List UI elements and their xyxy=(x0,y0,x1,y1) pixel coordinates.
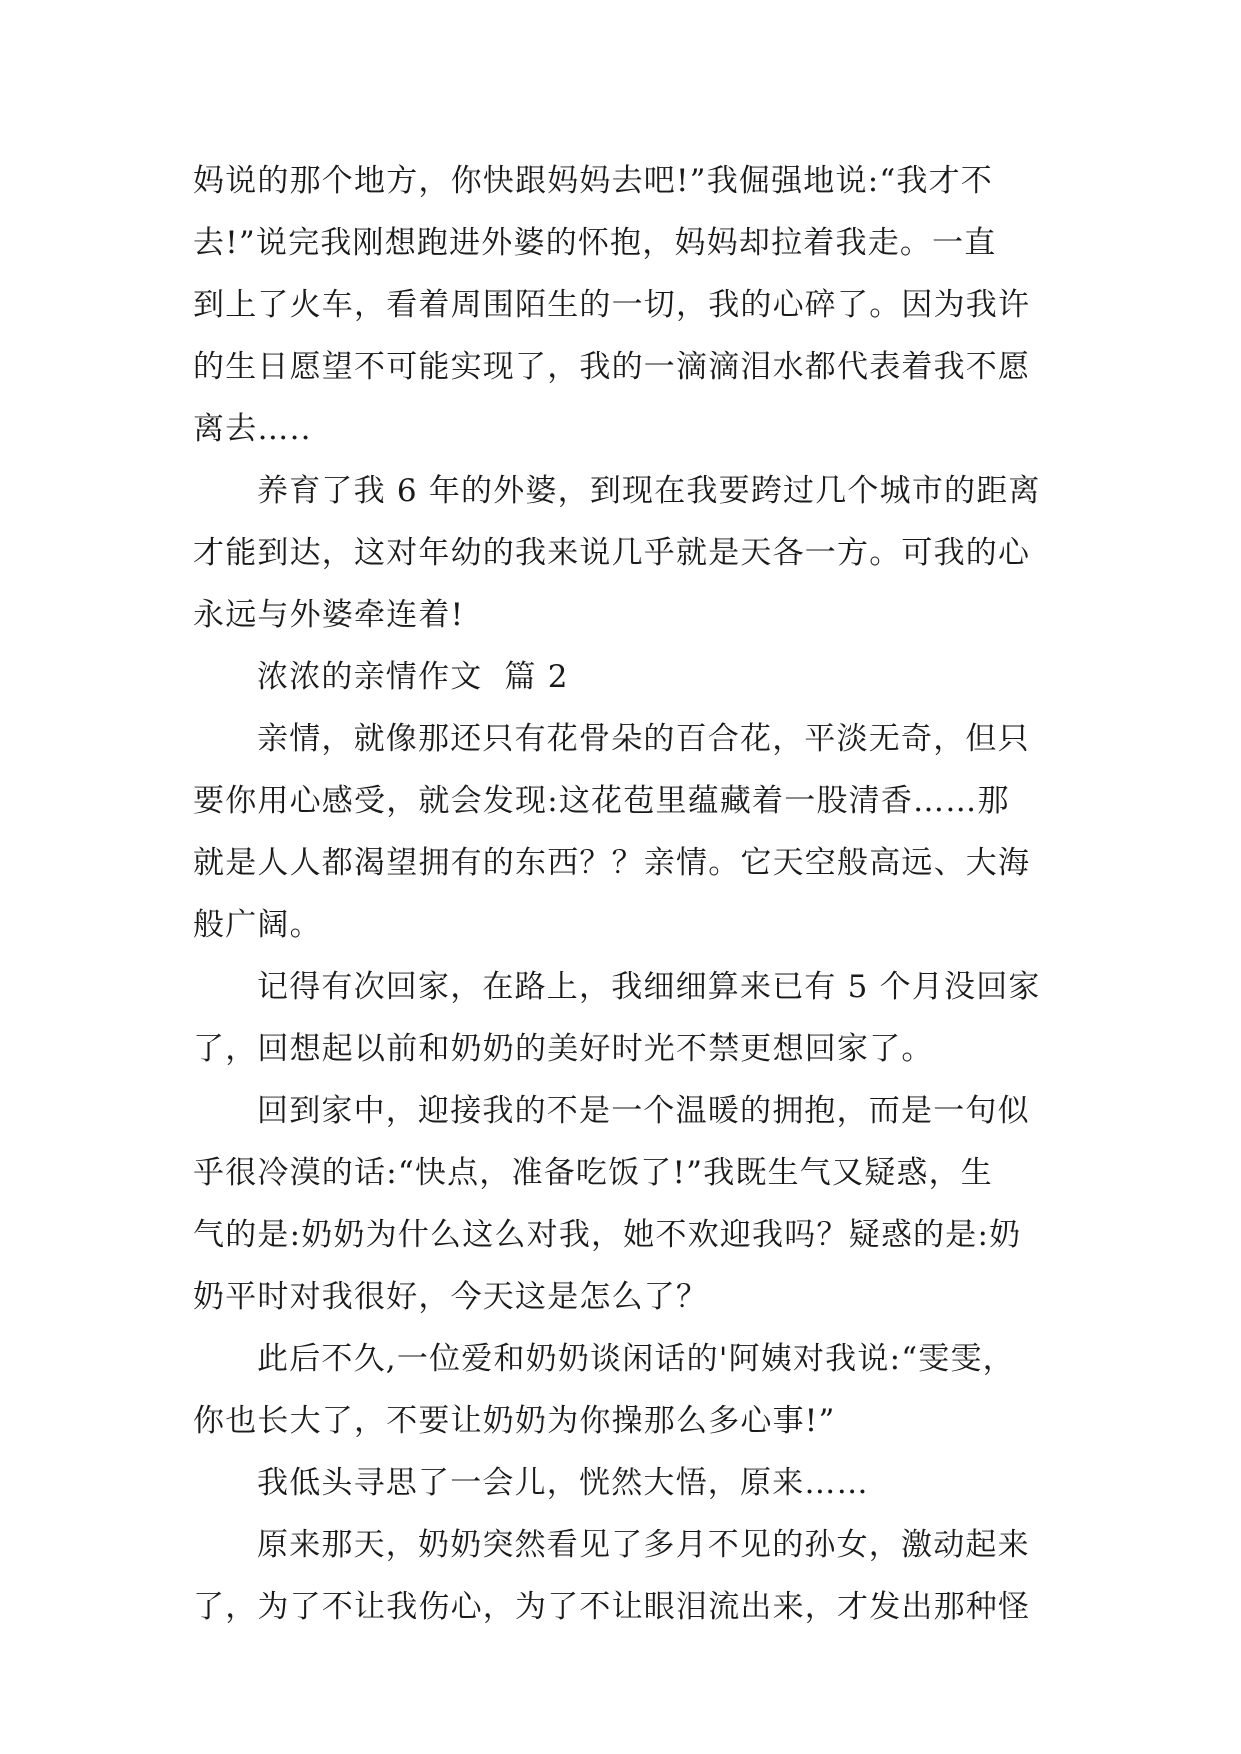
paragraph xyxy=(193,1080,1051,1328)
text-line: 了，回想起以前和奶奶的美好时光不禁更想回家了。 xyxy=(193,1031,934,1067)
text-line: 亲情，就像那还只有花骨朵的百合花，平淡无奇，但只 xyxy=(257,721,1030,757)
text-line: 去!”说完我刚想跑进外婆的怀抱，妈妈却拉着我走。一直 xyxy=(193,225,997,261)
document-body xyxy=(193,150,1051,1638)
heading-text: 浓浓的亲情作文 篇 2 xyxy=(257,659,569,695)
paragraph xyxy=(193,956,1051,1080)
text-line: 离去….. xyxy=(193,411,312,447)
text-line: 记得有次回家，在路上，我细细算来已有 5 个月没回家 xyxy=(257,969,1041,1005)
paragraph xyxy=(193,708,1051,956)
text-line: 原来那天，奶奶突然看见了多月不见的孙女，激动起来 xyxy=(257,1527,1030,1563)
paragraph xyxy=(193,1514,1051,1638)
text-line: 就是人人都渴望拥有的东西？？亲情。它天空般高远、大海 xyxy=(193,845,1031,881)
paragraph xyxy=(193,460,1051,646)
text-line: 才能到达，这对年幼的我来说几乎就是天各一方。可我的心 xyxy=(193,535,1031,571)
text-line: 妈说的那个地方，你快跟妈妈去吧!”我倔强地说:“我才不 xyxy=(193,163,993,199)
text-line: 气的是:奶奶为什么这么对我，她不欢迎我吗？疑惑的是:奶 xyxy=(193,1217,1022,1253)
section-heading xyxy=(193,646,1051,708)
text-line: 此后不久,一位爱和奶奶谈闲话的'阿姨对我说:“雯雯， xyxy=(257,1341,1015,1377)
text-line: 奶平时对我很好，今天这是怎么了？ xyxy=(193,1279,709,1315)
text-line: 养育了我 6 年的外婆，到现在我要跨过几个城市的距离 xyxy=(257,473,1041,509)
text-line: 你也长大了，不要让奶奶为你操那么多心事!” xyxy=(193,1403,836,1439)
text-line: 乎很冷漠的话:“快点，准备吃饭了!”我既生气又疑惑，生 xyxy=(193,1155,993,1191)
text-line: 回到家中，迎接我的不是一个温暖的拥抱，而是一句似 xyxy=(257,1093,1030,1129)
text-line: 永远与外婆牵连着! xyxy=(193,597,465,633)
text-line: 要你用心感受，就会发现:这花苞里蕴藏着一股清香……那 xyxy=(193,783,1010,819)
text-line: 的生日愿望不可能实现了，我的一滴滴泪水都代表着我不愿 xyxy=(193,349,1031,385)
text-line: 了，为了不让我伤心，为了不让眼泪流出来，才发出那种怪 xyxy=(193,1589,1031,1625)
text-line: 般广阔。 xyxy=(193,907,322,943)
paragraph xyxy=(193,150,1051,460)
paragraph xyxy=(193,1328,1051,1452)
text-line: 我低头寻思了一会儿，恍然大悟，原来…… xyxy=(257,1465,869,1501)
paragraph xyxy=(193,1452,1051,1514)
text-line: 到上了火车，看着周围陌生的一切，我的心碎了。因为我许 xyxy=(193,287,1031,323)
